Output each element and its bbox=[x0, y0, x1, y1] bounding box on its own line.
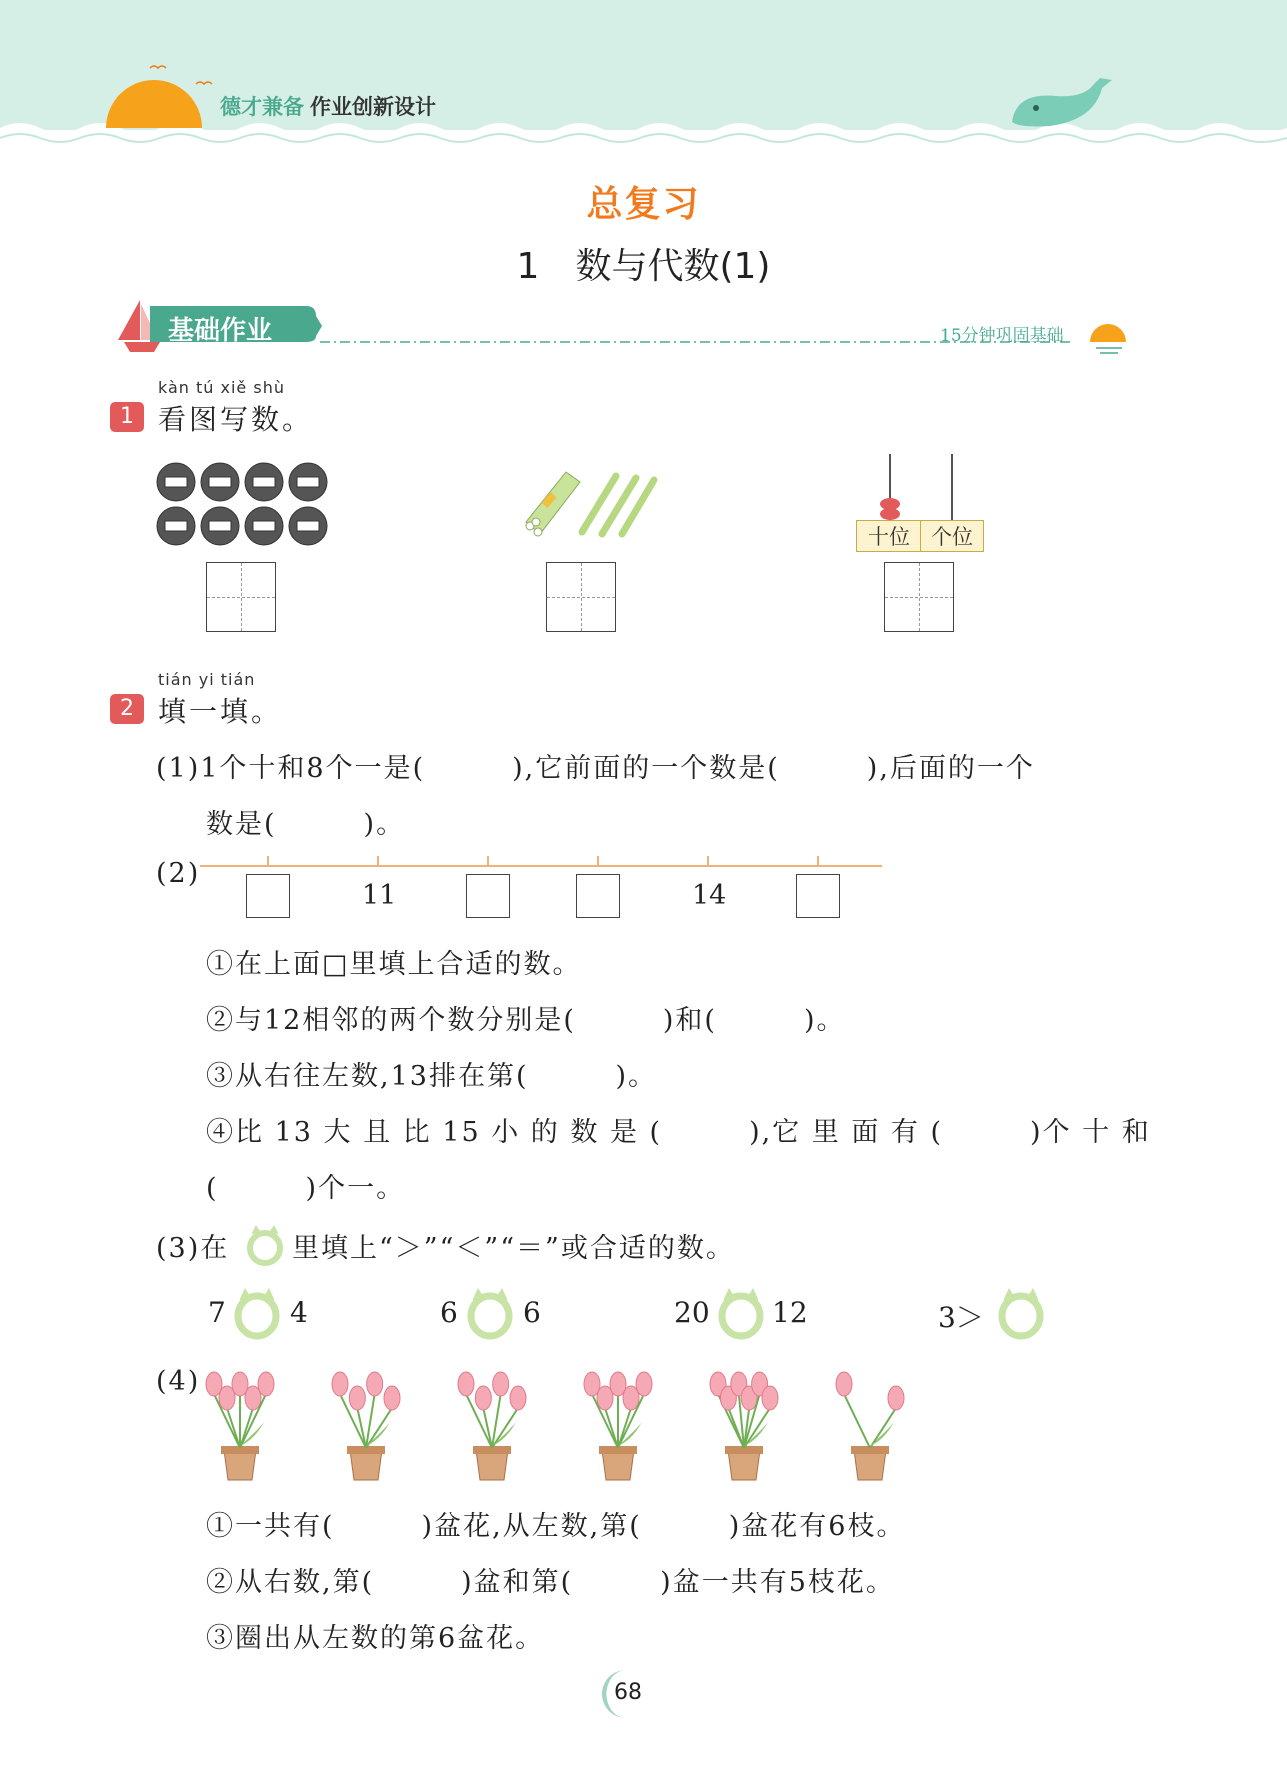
q2-number-badge: 2 bbox=[110, 694, 144, 724]
bead-tens bbox=[880, 508, 900, 520]
flower-pot-2[interactable] bbox=[326, 1360, 406, 1485]
q2-part3-after: 里填上“＞”“＜”“＝”或合适的数。 bbox=[292, 1233, 735, 1264]
q2-part2-item4-cont: ( )个一。 bbox=[206, 1173, 406, 1204]
numberline-box-3[interactable] bbox=[466, 874, 510, 918]
numberline-box-4[interactable] bbox=[576, 874, 620, 918]
q2-part2-item2: ②与12相邻的两个数分别是( )和( )。 bbox=[206, 1005, 846, 1036]
stick-bundle-icon bbox=[526, 472, 580, 536]
compare-2-right: 6 bbox=[523, 1296, 541, 1329]
q2-part4-item2: ②从右数,第( )盆和第( )盆一共有5枝花。 bbox=[206, 1567, 895, 1598]
flower-stem bbox=[844, 1394, 870, 1448]
pot-icon bbox=[350, 1450, 382, 1480]
place-label-ones: 个位 bbox=[920, 520, 984, 552]
numberline-label-11: 11 bbox=[362, 880, 397, 911]
pot-icon bbox=[854, 1450, 886, 1480]
q2-heading: 填一填。 bbox=[158, 695, 283, 728]
tulip-icon bbox=[836, 1372, 852, 1396]
q1-number-badge: 1 bbox=[110, 402, 144, 432]
counters-image bbox=[154, 460, 334, 550]
flower-stem bbox=[870, 1408, 896, 1448]
compare-1-left: 7 bbox=[208, 1296, 226, 1329]
counter-icon bbox=[289, 507, 327, 545]
pot-icon bbox=[224, 1450, 256, 1480]
compare-1-right: 4 bbox=[290, 1296, 308, 1329]
brand-title bbox=[220, 91, 436, 121]
tulip-icon bbox=[888, 1386, 904, 1410]
counter-icon bbox=[201, 507, 239, 545]
flower-pot-1[interactable] bbox=[200, 1360, 280, 1485]
q2-part4-item1: ①一共有( )盆花,从左数,第( )盆花有6枝。 bbox=[206, 1511, 906, 1542]
q2-part1-line2: 数是( )。 bbox=[206, 809, 406, 840]
flower-pot-6[interactable] bbox=[830, 1360, 910, 1485]
answer-box-3[interactable] bbox=[884, 562, 954, 632]
q2-part4-label: (4) bbox=[156, 1366, 201, 1397]
answer-box-1[interactable] bbox=[206, 562, 276, 632]
tulip-icon bbox=[258, 1372, 274, 1396]
tulip-icon bbox=[367, 1372, 383, 1396]
section-label: 基础作业 bbox=[168, 316, 273, 346]
header-banner bbox=[0, 0, 1287, 150]
tulip-icon bbox=[636, 1372, 652, 1396]
q1-heading: 看图写数。 bbox=[158, 403, 314, 436]
q2-part2-item1: ①在上面□里填上合适的数。 bbox=[206, 949, 582, 980]
q2-part4-item3: ③圈出从左数的第6盆花。 bbox=[206, 1623, 545, 1654]
flower-pot-3[interactable] bbox=[452, 1360, 532, 1485]
compare-2-left: 6 bbox=[440, 1296, 458, 1329]
counter-icon bbox=[201, 463, 239, 501]
abacus-image bbox=[860, 452, 980, 522]
flower-stem bbox=[605, 1408, 618, 1448]
brand-dark-text: 作业创新设计 bbox=[310, 95, 436, 119]
numberline-box-6[interactable] bbox=[796, 874, 840, 918]
page-subtitle: 1 数与代数(1) bbox=[516, 246, 771, 287]
flower-pot-4[interactable] bbox=[578, 1360, 658, 1485]
numberline-label-14: 14 bbox=[692, 880, 727, 911]
brand-green-text: 德才兼备 bbox=[220, 95, 304, 119]
numberline-box-1[interactable] bbox=[246, 874, 290, 918]
cat-circle-answer-2[interactable] bbox=[465, 1284, 515, 1340]
flower-stem bbox=[357, 1408, 366, 1448]
q2-part1-line1: (1)1个十和8个一是( ),它前面的一个数是( ),后面的一个 bbox=[156, 753, 1035, 784]
flower-stem bbox=[483, 1408, 492, 1448]
number-line bbox=[200, 852, 890, 876]
tulip-icon bbox=[510, 1386, 526, 1410]
tulip-icon bbox=[475, 1386, 491, 1410]
tulip-icon bbox=[493, 1372, 509, 1396]
sticks-image bbox=[520, 462, 660, 542]
page-number: 68 bbox=[614, 1680, 642, 1705]
tulip-icon bbox=[762, 1386, 778, 1410]
counter-icon bbox=[245, 507, 283, 545]
compare-3-left: 20 bbox=[674, 1296, 710, 1329]
flower-pot-5[interactable] bbox=[704, 1360, 784, 1485]
counter-icon bbox=[157, 507, 195, 545]
tulip-icon bbox=[349, 1386, 365, 1410]
tulip-icon bbox=[458, 1372, 474, 1396]
pot-icon bbox=[476, 1450, 508, 1480]
place-label-tens: 十位 bbox=[856, 520, 922, 552]
counter-icon bbox=[157, 463, 195, 501]
answer-box-2[interactable] bbox=[546, 562, 616, 632]
cat-circle-answer-3[interactable] bbox=[716, 1284, 766, 1340]
q2-part2-item4: ④比 13 大 且 比 15 小 的 数 是 ( ),它 里 面 有 ( )个 十 和 bbox=[206, 1117, 1151, 1148]
tulip-icon bbox=[332, 1372, 348, 1396]
tulip-icon bbox=[384, 1386, 400, 1410]
counter-icon bbox=[245, 463, 283, 501]
flower-pots-row bbox=[200, 1360, 900, 1485]
section-right-text: 15分钟巩固基础 bbox=[940, 326, 1064, 346]
pot-icon bbox=[728, 1450, 760, 1480]
q2-part3-before: (3)在 bbox=[156, 1233, 230, 1264]
cat-circle-answer-4[interactable] bbox=[996, 1284, 1046, 1340]
q2-pinyin: tián yi tián bbox=[158, 670, 256, 689]
cat-circle-icon bbox=[246, 1222, 284, 1266]
q2-part2-item3: ③从右往左数,13排在第( )。 bbox=[206, 1061, 658, 1092]
q2-part2-label: (2) bbox=[156, 858, 201, 889]
compare-4-left: 3＞ bbox=[938, 1301, 984, 1334]
page-title: 总复习 bbox=[586, 184, 701, 225]
q1-pinyin: kàn tú xiě shù bbox=[158, 378, 285, 397]
compare-3-right: 12 bbox=[772, 1296, 808, 1329]
pot-icon bbox=[602, 1450, 634, 1480]
cat-circle-answer-1[interactable] bbox=[232, 1284, 282, 1340]
counter-icon bbox=[289, 463, 327, 501]
flower-stem bbox=[227, 1408, 240, 1448]
